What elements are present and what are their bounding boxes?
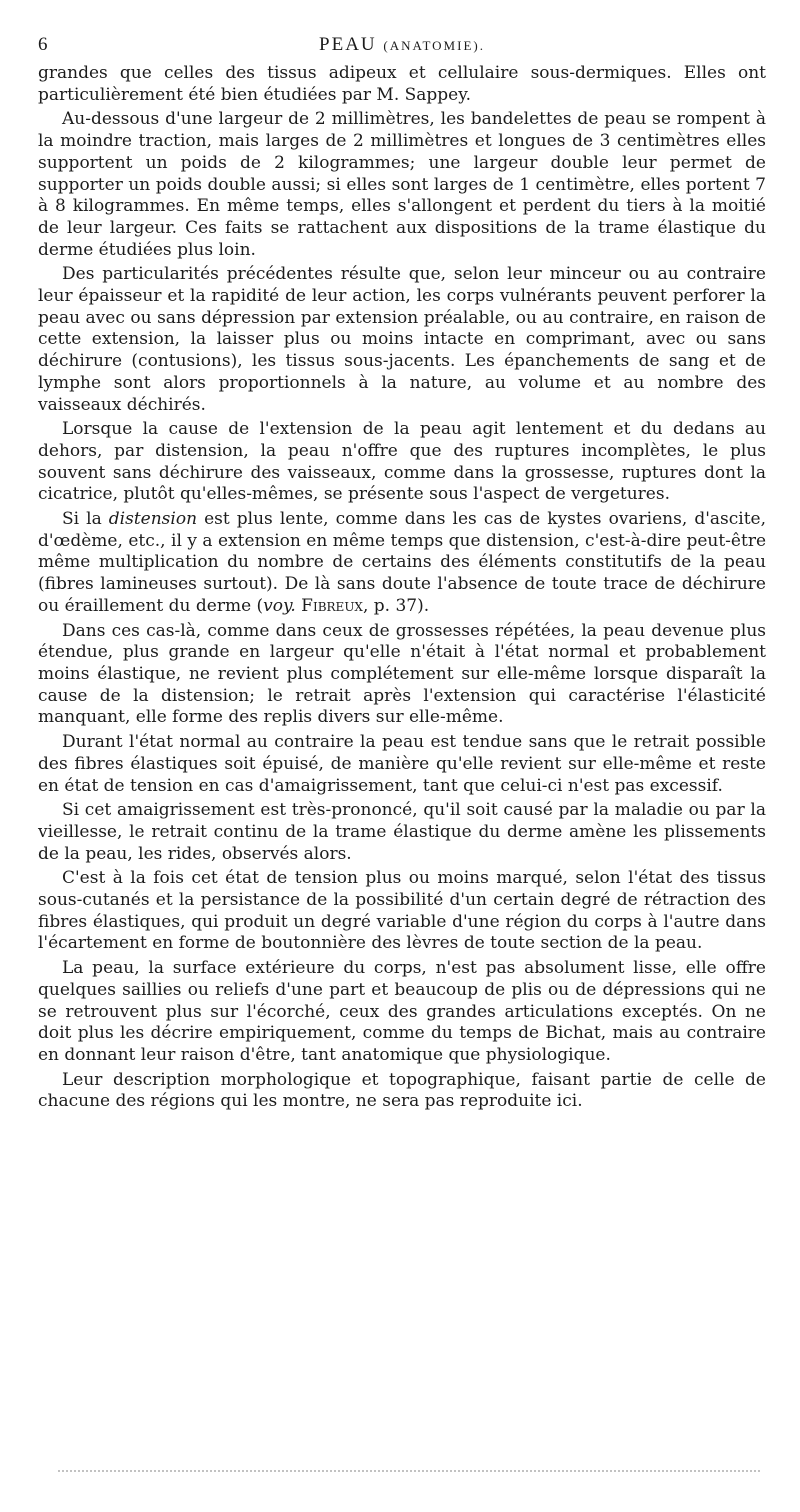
running-title: [38, 30, 766, 61]
distension-ref-italic: voy.: [263, 595, 296, 616]
distension-lead-italic: distension: [108, 509, 198, 530]
footer-bleed-line: [58, 1470, 760, 1472]
paragraph-particularites: Des particularités précédentes résulte que, selon leur minceur ou au contraire leur épaisseur et la rapidité de leur action, les corps vulnérants peuvent perforer la peau avec ou sans dépression par extension préalable, ou au contraire, en raison de cette extension, la laisser plus ou moins intacte en comprimant, avec ou sans déchirure (contusions), les tissus sous-jacents. Les épanchements de sang et de lymphe sont alors proportionnels à la nature, au volume et au nombre des vaisseaux déchirés.: [38, 264, 766, 415]
page-header: [38, 30, 766, 60]
paragraph-continuation: grandes que celles des tissus adipeux et cellulaire sous-dermiques. Elles ont particulièrement été bien étudiées par M. Sappey.: [38, 63, 766, 105]
running-title-sub: (ANATOMIE).: [383, 38, 485, 53]
body-text: [38, 63, 766, 1116]
paragraph-amaigrissement: Si cet amaigrissement est très-prononcé, qu'il soit causé par la maladie ou par la vieillesse, le retrait continu de la trame élastique du derme amène les plissements de la peau, les rides, observés alors.: [38, 800, 766, 864]
paragraph-bandelettes: Au-dessous d'une largeur de 2 millimètres, les bandelettes de peau se rompent à la moindre traction, mais larges de 2 millimètres et longues de 3 centimètres elles supportent un poids de 2 kilogrammes; une largeur double leur permet de supporter un poids double aussi; si elles sont larges de 1 centimètre, elles portent 7 à 8 kilogrammes. En même temps, elles s'allongent et perdent du tiers à la moitié de leur largeur. Ces faits se rattachent aux dispositions de la trame élastique du derme étudiées plus loin.: [38, 109, 766, 260]
paragraph-grossesses: Dans ces cas-là, comme dans ceux de grossesses répétées, la peau devenue plus étendue, plus grande en largeur qu'elle n'était à l'état normal et probablement moins élastique, ne revient plus complétement sur elle-même lorsque disparaît la cause de la distension; le retrait après l'extension qui caractérise l'élasticité manquant, elle forme des replis divers sur elle-même.: [38, 620, 766, 728]
distension-body: est plus lente, comme dans les cas de kystes ovariens, d'ascite, d'œdème, etc., il y a extension en même temps que distension, c'est-à-dire peut-être même multiplication du nombre de certains des éléments constitutifs de la peau (fibres lamineuses surtout). De là sans doute l'absence de toute trace de déchirure ou éraillement du derme (: [38, 509, 766, 616]
paragraph-surface: La peau, la surface extérieure du corps, n'est pas absolument lisse, elle offre quelques saillies ou reliefs d'une part et beaucoup de plis ou de dépressions qui ne se retrouvent plus sur l'écorché, ceux des grandes articulations exceptés. On ne doit plus les décrire empiriquement, comme du temps de Bichat, mais au contraire en donnant leur raison d'être, tant anatomique que physiologique.: [38, 958, 766, 1065]
paragraph-etat-normal: Durant l'état normal au contraire la peau est tendue sans que le retrait possible des fibres élastiques soit épuisé, de manière qu'elle revient sur elle-même et reste en état de tension en cas d'amaigrissement, tant que celui-ci n'est pas excessif.: [38, 732, 766, 796]
running-title-main: PEAU: [319, 34, 377, 55]
distension-lead: Si la: [62, 509, 109, 530]
distension-ref-tail: , p. 37).: [362, 595, 430, 616]
paragraph-extension-lente: Lorsque la cause de l'extension de la peau agit lentement et du dedans au dehors, par distension, la peau n'offre que des ruptures incomplètes, le plus souvent sans déchirure des vaisseaux, comme dans la grossesse, ruptures dont la cicatrice, plutôt qu'elles-mêmes, se présente sous l'aspect de vergetures.: [38, 419, 766, 505]
page-number: 6: [38, 34, 48, 55]
distension-ref-smallcaps: Fibreux: [301, 595, 363, 616]
paragraph-tension: C'est à la fois cet état de tension plus ou moins marqué, selon l'état des tissus sous-cutanés et la persistance de la possibilité d'un certain degré de rétraction des fibres élastiques, qui produit un degré variable d'une région du corps à l'autre dans l'écartement en forme de boutonnière des lèvres de toute section de la peau.: [38, 868, 766, 954]
paragraph-description: Leur description morphologique et topographique, faisant partie de celle de chacune des régions qui les montre, ne sera pas reproduite ici.: [38, 1069, 766, 1112]
paragraph-distension: [38, 509, 766, 618]
